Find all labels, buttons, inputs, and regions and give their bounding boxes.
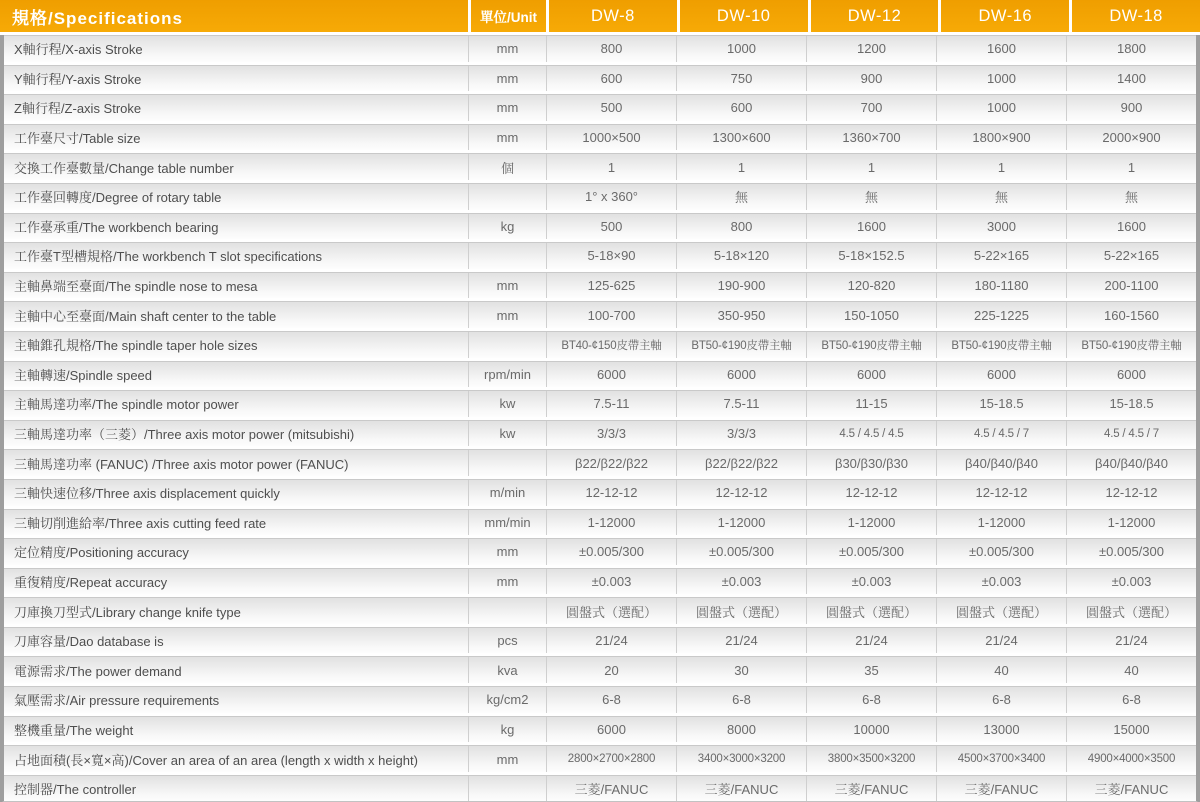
table-row	[4, 242, 1196, 269]
row-value: 6000	[546, 362, 676, 388]
table-row	[4, 656, 1196, 683]
table-row	[4, 124, 1196, 151]
row-value: 1000	[936, 95, 1066, 121]
row-value: 圓盤式（選配）	[806, 598, 936, 624]
row-value: 1-12000	[806, 510, 936, 536]
row-unit: mm	[468, 125, 546, 151]
row-unit: m/min	[468, 480, 546, 506]
row-unit: mm	[468, 273, 546, 299]
row-value: 30	[676, 657, 806, 683]
column-header-model: DW-12	[808, 0, 939, 32]
column-header-model: DW-18	[1069, 0, 1200, 32]
row-label: 工作臺尺寸/Table size	[14, 131, 141, 147]
table-row	[4, 94, 1196, 121]
row-value: 12-12-12	[806, 480, 936, 506]
row-value: 6-8	[546, 687, 676, 713]
row-value: 3/3/3	[676, 421, 806, 447]
row-value: 8000	[676, 717, 806, 743]
row-value: 三菱/FANUC	[676, 776, 806, 802]
row-unit: kw	[468, 421, 546, 447]
row-value: 200-1100	[1066, 273, 1196, 299]
table-body	[0, 35, 1200, 802]
row-value: BT50-¢190皮帶主軸	[936, 332, 1066, 358]
row-value: 圓盤式（選配）	[676, 598, 806, 624]
row-unit: mm	[468, 95, 546, 121]
row-value: 三菱/FANUC	[806, 776, 936, 802]
table-row	[4, 272, 1196, 299]
row-value: 21/24	[806, 628, 936, 654]
row-value: ±0.003	[936, 569, 1066, 595]
row-value: β40/β40/β40	[936, 450, 1066, 476]
table-header	[0, 0, 1200, 32]
row-value: 15000	[1066, 717, 1196, 743]
table-row	[4, 183, 1196, 210]
row-value: BT50-¢190皮帶主軸	[1066, 332, 1196, 358]
row-label: 電源需求/The power demand	[14, 663, 182, 679]
row-value: 40	[1066, 657, 1196, 683]
row-value: 1	[936, 154, 1066, 180]
row-value: 5-18×120	[676, 243, 806, 269]
table-row	[4, 361, 1196, 388]
row-value: 無	[936, 184, 1066, 210]
row-value: 600	[676, 95, 806, 121]
row-value: 1200	[806, 36, 936, 62]
row-unit: 個	[468, 154, 546, 180]
row-value: 3800×3500×3200	[806, 746, 936, 772]
row-label: 控制器/The controller	[14, 782, 137, 798]
row-value: 1	[806, 154, 936, 180]
row-value: 無	[1066, 184, 1196, 210]
row-value: 三菱/FANUC	[546, 776, 676, 802]
row-unit: mm	[468, 36, 546, 62]
row-value: 11-15	[806, 391, 936, 417]
row-value: 900	[1066, 95, 1196, 121]
row-label: Z軸行程/Z-axis Stroke	[14, 101, 142, 117]
row-value: β30/β30/β30	[806, 450, 936, 476]
row-value: 3400×3000×3200	[676, 746, 806, 772]
row-value: 225-1225	[936, 302, 1066, 328]
row-unit: mm	[468, 539, 546, 565]
row-unit	[468, 450, 546, 476]
row-unit	[468, 598, 546, 624]
row-value: 1-12000	[676, 510, 806, 536]
row-value: 21/24	[936, 628, 1066, 654]
row-label: 三軸馬達功率 (FANUC) /Three axis motor power (FANUC)	[14, 456, 349, 472]
row-value: 13000	[936, 717, 1066, 743]
row-value: β22/β22/β22	[546, 450, 676, 476]
row-value: 1360×700	[806, 125, 936, 151]
table-row	[4, 65, 1196, 92]
row-value: 7.5-11	[676, 391, 806, 417]
row-value: ±0.003	[1066, 569, 1196, 595]
row-value: 5-22×165	[936, 243, 1066, 269]
row-value: ±0.005/300	[546, 539, 676, 565]
row-value: 1000	[676, 36, 806, 62]
table-row	[4, 35, 1196, 62]
table-row	[4, 449, 1196, 476]
row-value: 6000	[806, 362, 936, 388]
row-label: 主軸馬達功率/The spindle motor power	[14, 397, 239, 413]
row-value: 12-12-12	[1066, 480, 1196, 506]
row-value: 10000	[806, 717, 936, 743]
row-value: β40/β40/β40	[1066, 450, 1196, 476]
row-unit	[468, 332, 546, 358]
row-unit: kg/cm2	[468, 687, 546, 713]
row-value: 三菱/FANUC	[936, 776, 1066, 802]
row-label: 刀庫換刀型式/Library change knife type	[14, 604, 241, 620]
table-row	[4, 390, 1196, 417]
table-row	[4, 213, 1196, 240]
row-value: 6-8	[1066, 687, 1196, 713]
row-value: BT40-¢150皮帶主軸	[546, 332, 676, 358]
row-value: ±0.005/300	[806, 539, 936, 565]
row-unit: kva	[468, 657, 546, 683]
table-row	[4, 597, 1196, 624]
row-value: 6-8	[676, 687, 806, 713]
row-label: X軸行程/X-axis Stroke	[14, 42, 143, 58]
row-value: 6000	[1066, 362, 1196, 388]
row-value: 無	[676, 184, 806, 210]
row-value: 4.5 / 4.5 / 7	[936, 421, 1066, 447]
row-value: BT50-¢190皮帶主軸	[676, 332, 806, 358]
table-row	[4, 420, 1196, 447]
row-value: 5-22×165	[1066, 243, 1196, 269]
row-label: 工作臺承重/The workbench bearing	[14, 219, 219, 235]
row-value: 1° x 360°	[546, 184, 676, 210]
row-value: 125-625	[546, 273, 676, 299]
row-value: 1-12000	[936, 510, 1066, 536]
row-unit	[468, 184, 546, 210]
row-value: 750	[676, 66, 806, 92]
row-value: 1600	[936, 36, 1066, 62]
row-value: 1600	[1066, 214, 1196, 240]
row-value: 6000	[546, 717, 676, 743]
table-row	[4, 775, 1196, 802]
row-value: 2800×2700×2800	[546, 746, 676, 772]
row-label: Y軸行程/Y-axis Stroke	[14, 71, 142, 87]
row-label: 整機重量/The weight	[14, 722, 134, 738]
table-row	[4, 745, 1196, 772]
table-row	[4, 301, 1196, 328]
row-value: 5-18×152.5	[806, 243, 936, 269]
row-label: 三軸馬達功率（三菱）/Three axis motor power (mitsubishi)	[14, 427, 355, 443]
row-value: 3000	[936, 214, 1066, 240]
row-value: 150-1050	[806, 302, 936, 328]
row-value: 3/3/3	[546, 421, 676, 447]
column-header-unit: 單位/Unit	[468, 0, 546, 32]
row-value: 1000	[936, 66, 1066, 92]
row-value: 12-12-12	[546, 480, 676, 506]
row-value: 21/24	[676, 628, 806, 654]
row-value: 12-12-12	[676, 480, 806, 506]
row-value: 圓盤式（選配）	[936, 598, 1066, 624]
row-value: ±0.003	[806, 569, 936, 595]
row-value: 1800	[1066, 36, 1196, 62]
row-label: 主軸轉速/Spindle speed	[14, 367, 153, 383]
row-label: 主軸中心至臺面/Main shaft center to the table	[14, 308, 277, 324]
row-label: 定位精度/Positioning accuracy	[14, 545, 189, 561]
row-label: 重復精度/Repeat accuracy	[14, 574, 168, 590]
row-value: 40	[936, 657, 1066, 683]
row-value: 4.5 / 4.5 / 7	[1066, 421, 1196, 447]
row-label: 氣壓需求/Air pressure requirements	[14, 693, 220, 709]
row-value: 190-900	[676, 273, 806, 299]
row-value: 4900×4000×3500	[1066, 746, 1196, 772]
row-value: β22/β22/β22	[676, 450, 806, 476]
row-value: ±0.005/300	[1066, 539, 1196, 565]
row-value: 圓盤式（選配）	[1066, 598, 1196, 624]
row-value: 160-1560	[1066, 302, 1196, 328]
column-header-model: DW-8	[546, 0, 677, 32]
table-row	[4, 331, 1196, 358]
table-row	[4, 538, 1196, 565]
row-unit: mm	[468, 302, 546, 328]
row-unit: kg	[468, 717, 546, 743]
row-value: 180-1180	[936, 273, 1066, 299]
row-value: 21/24	[546, 628, 676, 654]
row-unit: rpm/min	[468, 362, 546, 388]
row-value: 500	[546, 95, 676, 121]
row-label: 交換工作臺數量/Change table number	[14, 160, 234, 176]
row-unit	[468, 776, 546, 802]
row-value: 1800×900	[936, 125, 1066, 151]
row-value: 500	[546, 214, 676, 240]
row-value: ±0.003	[546, 569, 676, 595]
row-value: 1300×600	[676, 125, 806, 151]
row-value: 600	[546, 66, 676, 92]
row-value: 無	[806, 184, 936, 210]
row-value: 圓盤式（選配）	[546, 598, 676, 624]
row-label: 主軸錐孔規格/The spindle taper hole sizes	[14, 338, 258, 354]
page-title: 規格/Specifications	[0, 0, 468, 32]
row-value: 21/24	[1066, 628, 1196, 654]
row-label: 占地面積(長×寬×高)/Cover an area of an area (length x width x height)	[14, 752, 418, 768]
row-value: 5-18×90	[546, 243, 676, 269]
row-value: 800	[546, 36, 676, 62]
row-value: ±0.005/300	[676, 539, 806, 565]
column-header-model: DW-16	[938, 0, 1069, 32]
row-value: 6000	[676, 362, 806, 388]
column-header-model: DW-10	[677, 0, 808, 32]
table-row	[4, 153, 1196, 180]
row-value: 35	[806, 657, 936, 683]
table-row	[4, 716, 1196, 743]
table-row	[4, 686, 1196, 713]
row-unit	[468, 243, 546, 269]
row-value: 1	[676, 154, 806, 180]
table-row	[4, 568, 1196, 595]
row-value: 4.5 / 4.5 / 4.5	[806, 421, 936, 447]
row-value: 4500×3700×3400	[936, 746, 1066, 772]
row-value: ±0.003	[676, 569, 806, 595]
row-value: 1	[1066, 154, 1196, 180]
row-value: 900	[806, 66, 936, 92]
row-value: 15-18.5	[1066, 391, 1196, 417]
row-unit: mm/min	[468, 510, 546, 536]
row-value: 1-12000	[1066, 510, 1196, 536]
row-value: 7.5-11	[546, 391, 676, 417]
row-label: 主軸鼻端至臺面/The spindle nose to mesa	[14, 279, 258, 295]
row-unit: kg	[468, 214, 546, 240]
row-label: 三軸切削進給率/Three axis cutting feed rate	[14, 515, 267, 531]
row-unit: mm	[468, 746, 546, 772]
row-value: BT50-¢190皮帶主軸	[806, 332, 936, 358]
row-value: 三菱/FANUC	[1066, 776, 1196, 802]
row-value: 100-700	[546, 302, 676, 328]
row-value: 1600	[806, 214, 936, 240]
row-unit: pcs	[468, 628, 546, 654]
row-unit: mm	[468, 569, 546, 595]
row-value: 800	[676, 214, 806, 240]
row-value: 1	[546, 154, 676, 180]
row-value: ±0.005/300	[936, 539, 1066, 565]
row-value: 12-12-12	[936, 480, 1066, 506]
row-value: 1000×500	[546, 125, 676, 151]
row-value: 6-8	[936, 687, 1066, 713]
row-value: 20	[546, 657, 676, 683]
row-value: 2000×900	[1066, 125, 1196, 151]
table-row	[4, 479, 1196, 506]
row-value: 6-8	[806, 687, 936, 713]
row-value: 1400	[1066, 66, 1196, 92]
table-row	[4, 627, 1196, 654]
row-label: 工作臺回轉度/Degree of rotary table	[14, 190, 222, 206]
row-value: 15-18.5	[936, 391, 1066, 417]
row-value: 120-820	[806, 273, 936, 299]
row-unit: kw	[468, 391, 546, 417]
table-row	[4, 509, 1196, 536]
row-value: 350-950	[676, 302, 806, 328]
row-unit: mm	[468, 66, 546, 92]
row-label: 三軸快速位移/Three axis displacement quickly	[14, 486, 280, 502]
row-value: 6000	[936, 362, 1066, 388]
row-value: 1-12000	[546, 510, 676, 536]
row-value: 700	[806, 95, 936, 121]
row-label: 刀庫容量/Dao database is	[14, 634, 164, 650]
row-label: 工作臺T型槽規格/The workbench T slot specifications	[14, 249, 323, 265]
